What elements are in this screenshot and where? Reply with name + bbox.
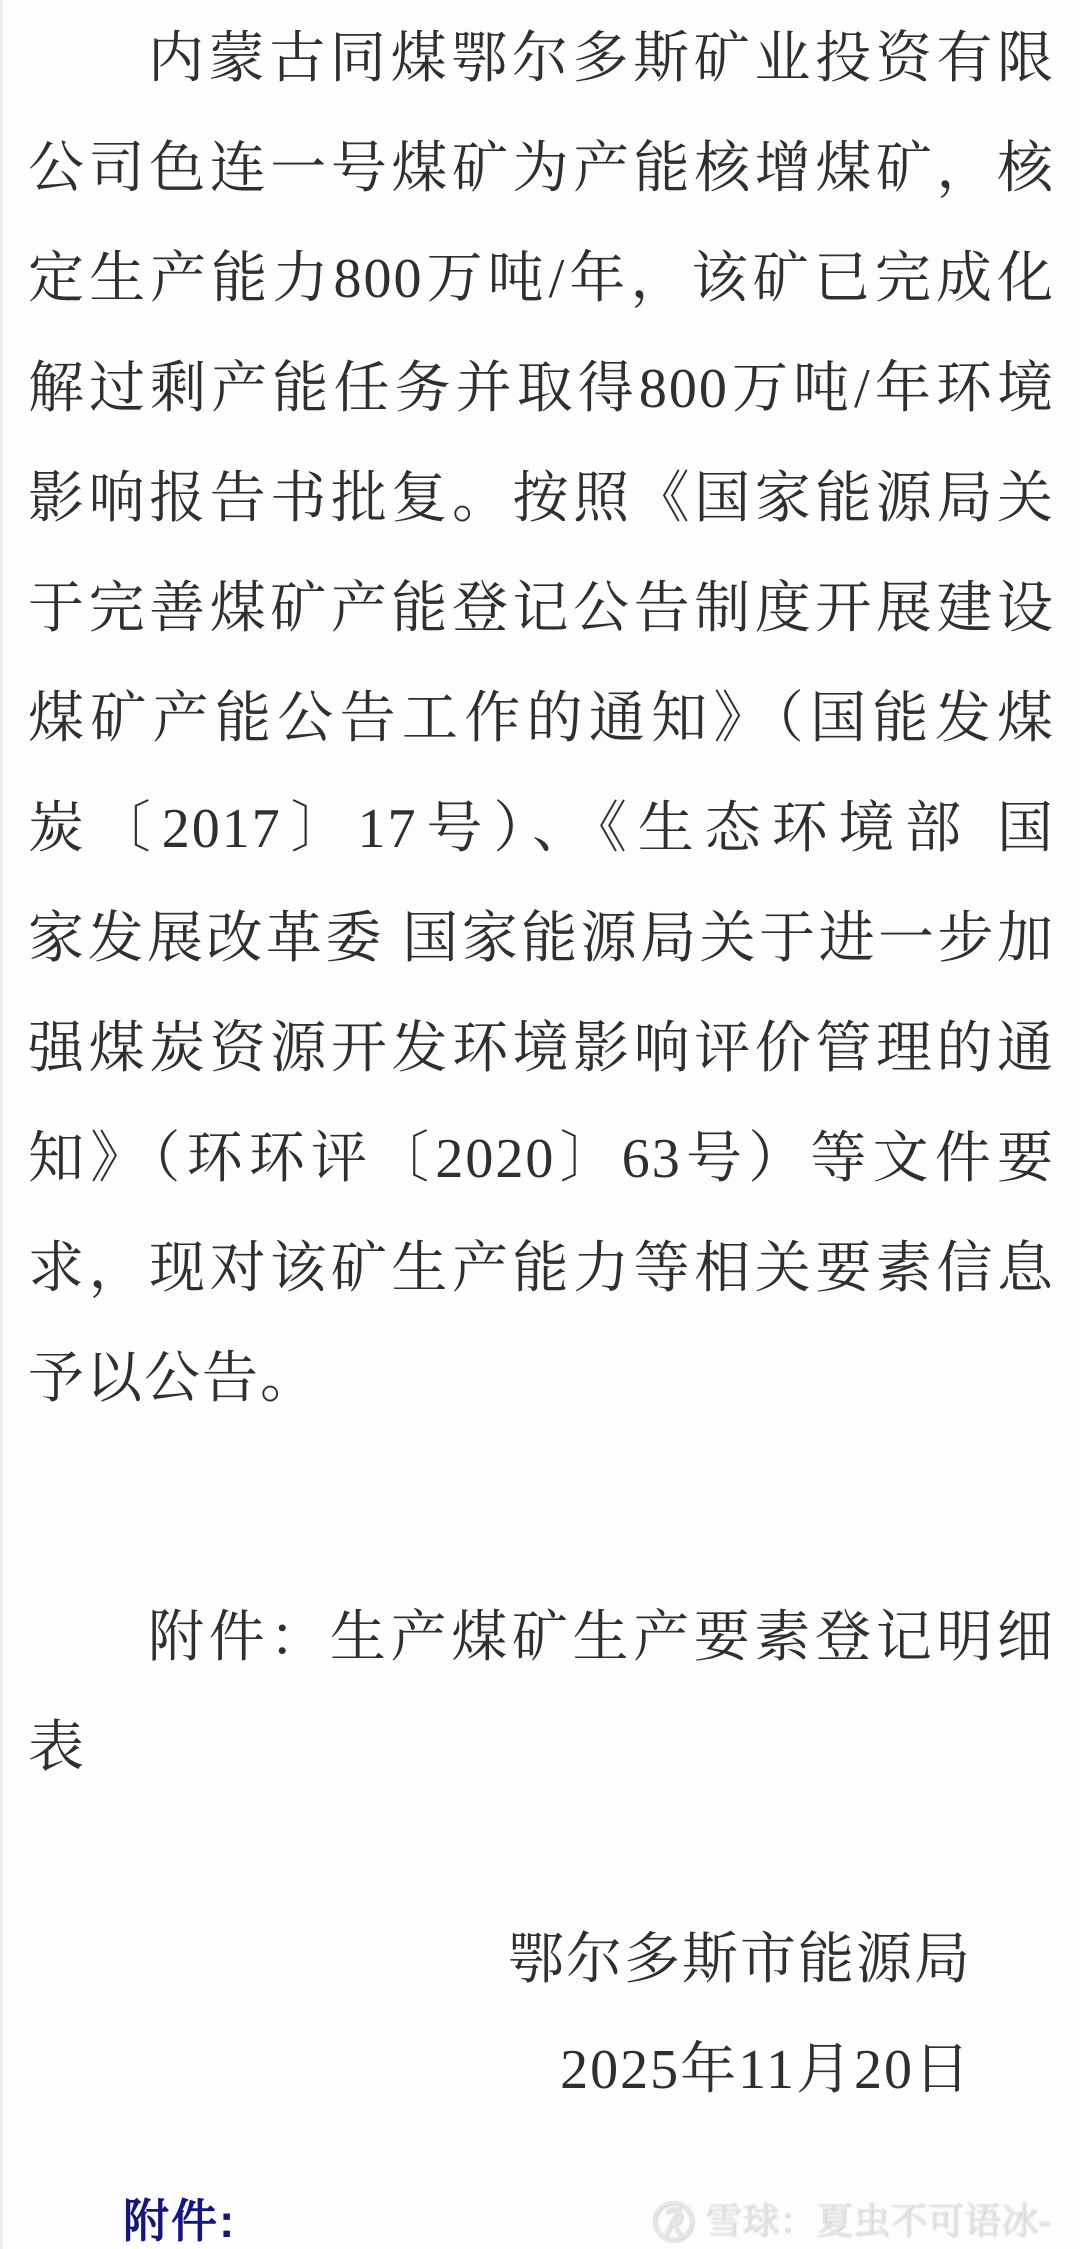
paragraph-line: 知》（环环评〔2020〕63号）等文件要 [28, 1128, 1055, 1190]
paragraph-line: 家发展改革委 国家能源局关于进一步加 [28, 908, 1055, 970]
paragraph-line: 影响报告书批复。按照《国家能源局关 [28, 468, 1055, 530]
signature-date: 2025年11月20日 [560, 2039, 972, 2101]
paragraph-line: 于完善煤矿产能登记公告制度开展建设 [28, 578, 1055, 640]
attachment-note-line: 附件：生产煤矿生产要素登记明细 [148, 1607, 1055, 1669]
paragraph-line: 内蒙古同煤鄂尔多斯矿业投资有限 [148, 28, 1055, 90]
attachment-note-line: 表 [28, 1717, 86, 1779]
attachment-label: 附件: [123, 2195, 237, 2247]
paragraph-line: 定生产能力800万吨/年，该矿已完成化 [28, 248, 1055, 310]
paragraph-line: 公司色连一号煤矿为产能核增煤矿，核 [28, 138, 1055, 200]
signature-block [28, 1905, 1055, 2125]
main-paragraph [28, 4, 1055, 1434]
watermark-text: 雪球：夏虫不可语冰- [704, 2200, 1050, 2241]
xueqiu-logo-icon [651, 2199, 695, 2243]
paragraph-line: 强煤炭资源开发环境影响评价管理的通 [28, 1018, 1055, 1080]
paragraph-line: 予以公告。 [28, 1348, 318, 1410]
paragraph-line: 解过剩产能任务并取得800万吨/年环境 [28, 358, 1055, 420]
paragraph-line: 炭〔2017〕17号）、《生态环境部 国 [28, 798, 1055, 860]
page-footer [3, 2125, 1080, 2249]
signature-agency: 鄂尔多斯市能源局 [508, 1929, 972, 1991]
document-body [3, 0, 1080, 2125]
paragraph-line: 煤矿产能公告工作的通知》（国能发煤 [28, 688, 1055, 750]
attachment-note [28, 1583, 1055, 1803]
paragraph-line: 求，现对该矿生产能力等相关要素信息 [28, 1238, 1055, 1300]
watermark [651, 2199, 1050, 2243]
